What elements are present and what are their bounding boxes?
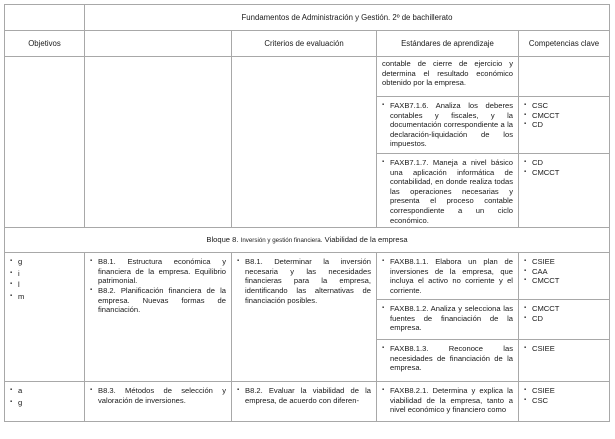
competencia-item: ▪ CSIEE xyxy=(524,386,604,396)
b8-estandar-row xyxy=(377,253,519,300)
b8-last-criterio-cell xyxy=(232,382,377,422)
b8-estandar-row xyxy=(377,300,519,340)
contenido-item: ▪ B8.2. Planificación financiera de la empresa. Nuevas formas de financiación. xyxy=(90,286,226,315)
competencia-item: ▪ CD xyxy=(524,120,604,130)
competencia-item: ▪ CSIEE xyxy=(524,257,604,267)
b8-competencias-row xyxy=(519,253,610,300)
block8-heading xyxy=(5,228,610,253)
competencia-item: ▪ CSC xyxy=(524,396,604,406)
header-objetivos: Objetivos xyxy=(5,31,85,57)
b7-estandar-row xyxy=(377,97,519,154)
competencia-item: ▪ CD xyxy=(524,158,604,168)
competencia-item: ▪ CMCCT xyxy=(524,168,604,178)
b7-estandar-2: ▪ FAXB7.1.7. Maneja a nivel básico una aplicación informática de contabilidad, en donde realiza todas las operaciones necesarias y presenta el proceso contable correspondiente a un ciclo económico. xyxy=(382,158,513,225)
b8-last-competencias-cell xyxy=(519,382,610,422)
header-competencias: Competencias clave xyxy=(519,31,610,57)
competencia-item: ▪ CMCCT xyxy=(524,276,604,286)
objetivo-item: ▪ a xyxy=(10,386,79,396)
b8-estandar-4: ▪ FAXB8.2.1. Determina y explica la viabilidad de la empresa, tanto a nivel económico y financiero como xyxy=(382,386,513,415)
block8-label: Bloque 8. xyxy=(206,234,239,244)
b8-criterios-cell xyxy=(232,253,377,382)
competencia-item: ▪ CMCCT xyxy=(524,111,604,121)
document-page xyxy=(4,4,610,422)
objetivo-item: ▪ g xyxy=(10,398,79,408)
b7-contenidos-cell xyxy=(85,57,232,228)
b7-competencias-row xyxy=(519,154,610,228)
b8-last-estandar-cell xyxy=(377,382,519,422)
competencia-item: ▪ CMCCT xyxy=(524,304,604,314)
competencia-item: ▪ CAA xyxy=(524,267,604,277)
header-estandares: Estándares de aprendizaje xyxy=(377,31,519,57)
objetivo-item: ▪ g xyxy=(10,257,79,267)
b7-continued-competencias xyxy=(519,57,610,97)
curriculum-table xyxy=(4,4,610,422)
block8-label-small: Inversión y gestión financiera. xyxy=(240,236,323,244)
b7-competencias-row xyxy=(519,97,610,154)
objetivo-item: ▪ l xyxy=(10,280,79,290)
b7-estandar-1: ▪ FAXB7.1.6. Analiza los deberes contables y fiscales, y la documentación correspondiente a la declaración-liquidación de los impuestos. xyxy=(382,101,513,149)
b8-last-contenido-cell xyxy=(85,382,232,422)
b7-estandar-row xyxy=(377,154,519,228)
competencia-item: ▪ CD xyxy=(524,314,604,324)
criterio-item: ▪ B8.1. Determinar la inversión necesaria y las necesidades financieras para la empresa, identificando las alternativas de financiación posibles. xyxy=(237,257,371,305)
header-contenidos xyxy=(85,31,232,57)
b7-criterios-cell xyxy=(232,57,377,228)
contenido-item: ▪ B8.1. Estructura económica y financiera de la empresa. Equilibrio patrimonial. xyxy=(90,257,226,286)
b8-last-objetivos-cell xyxy=(5,382,85,422)
b8-contenidos-cell xyxy=(85,253,232,382)
objetivo-item: ▪ i xyxy=(10,269,79,279)
competencia-item: ▪ CSC xyxy=(524,101,604,111)
contenido-item: ▪ B8.3. Métodos de selección y valoración de inversiones. xyxy=(90,386,226,405)
b7-objetivos-cell xyxy=(5,57,85,228)
objetivo-item: ▪ m xyxy=(10,292,79,302)
table-title: Fundamentos de Administración y Gestión. 2º de bachillerato xyxy=(85,5,610,31)
b8-objetivos-cell xyxy=(5,253,85,382)
criterio-item: ▪ B8.2. Evaluar la viabilidad de la empresa, de acuerdo con diferen- xyxy=(237,386,371,405)
b8-competencias-row xyxy=(519,300,610,340)
b7-continued-estandar: contable de cierre de ejercicio y determina el resultado económico obtenido por la empresa. xyxy=(377,57,519,97)
b8-competencias-row xyxy=(519,340,610,382)
b8-estandar-1: ▪ FAXB8.1.1. Elabora un plan de inversiones de la empresa, que incluya el activo no corriente y el corriente. xyxy=(382,257,513,295)
b8-estandar-row xyxy=(377,340,519,382)
b8-estandar-2: ▪ FAXB8.1.2. Analiza y selecciona las fuentes de financiación de la empresa. xyxy=(382,304,513,333)
competencia-item: ▪ CSIEE xyxy=(524,344,604,354)
block8-label-rest: Viabilidad de la empresa xyxy=(324,234,408,244)
b8-estandar-3: ▪ FAXB8.1.3. Reconoce las necesidades de financiación de la empresa. xyxy=(382,344,513,373)
title-empty-cell xyxy=(5,5,85,31)
header-criterios: Criterios de evaluación xyxy=(232,31,377,57)
